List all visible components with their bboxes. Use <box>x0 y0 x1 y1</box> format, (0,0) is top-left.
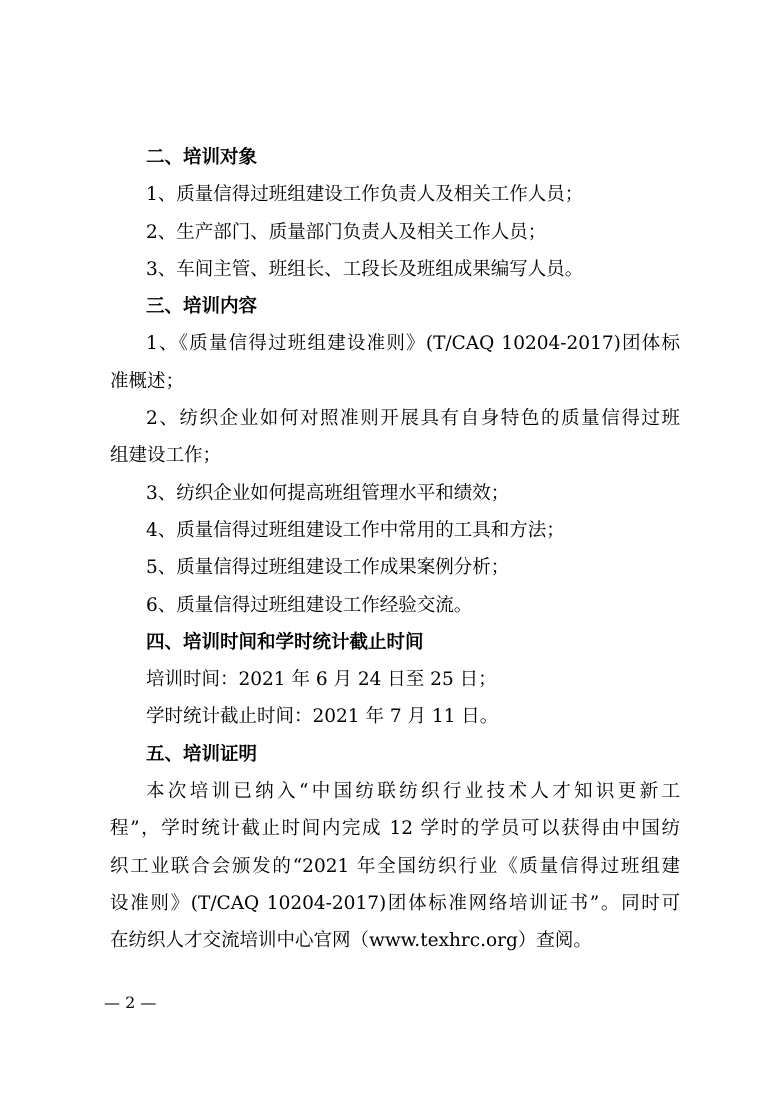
section-heading-training-audience: 二、培训对象 <box>146 147 258 168</box>
paragraph-line: 设准则》(T/CAQ 10204-2017)团体标准网络培训证书”。同时可 <box>110 892 680 914</box>
list-item-line: 1、《质量信得过班组建设准则》(T/CAQ 10204-2017)团体标 <box>146 333 680 355</box>
list-item-line: 2、纺织企业如何对照准则开展具有自身特色的质量信得过班 <box>146 408 680 430</box>
paragraph-line: 本次培训已纳入“中国纺联纺织行业技术人才知识更新工 <box>146 781 680 803</box>
list-item: 6、质量信得过班组建设工作经验交流。 <box>146 594 473 616</box>
list-item: 3、车间主管、班组长、工段长及班组成果编写人员。 <box>146 258 584 280</box>
list-item: 4、质量信得过班组建设工作中常用的工具和方法； <box>146 519 565 541</box>
list-item: 3、纺织企业如何提高班组管理水平和绩效； <box>146 482 510 504</box>
section-heading-training-content: 三、培训内容 <box>146 296 258 318</box>
paragraph-line: 程”，学时统计截止时间内完成 12 学时的学员可以获得由中国纺 <box>110 818 680 840</box>
list-item: 2、生产部门、质量部门负责人及相关工作人员； <box>146 221 547 243</box>
list-item: 5、质量信得过班组建设工作成果案例分析； <box>146 557 510 579</box>
section-heading-training-time: 四、培训时间和学时统计截止时间 <box>146 631 424 653</box>
paragraph-line: 在纺织人才交流培训中心官网（www.texhrc.org）查阅。 <box>110 930 592 952</box>
paragraph-line: 织工业联合会颁发的“2021 年全国纺织行业《质量信得过班组建 <box>110 855 680 877</box>
page-number: — 2 — <box>104 993 157 1012</box>
list-item-line: 准概述； <box>110 370 185 392</box>
list-item-line: 组建设工作； <box>110 445 222 467</box>
training-time-text: 培训时间：2021 年 6 月 24 日至 25 日； <box>146 669 497 691</box>
section-heading-certificate: 五、培训证明 <box>146 743 258 765</box>
document-body <box>110 139 680 960</box>
list-item: 1、质量信得过班组建设工作负责人及相关工作人员； <box>146 184 584 206</box>
credit-deadline-text: 学时统计截止时间：2021 年 7 月 11 日。 <box>146 706 499 728</box>
